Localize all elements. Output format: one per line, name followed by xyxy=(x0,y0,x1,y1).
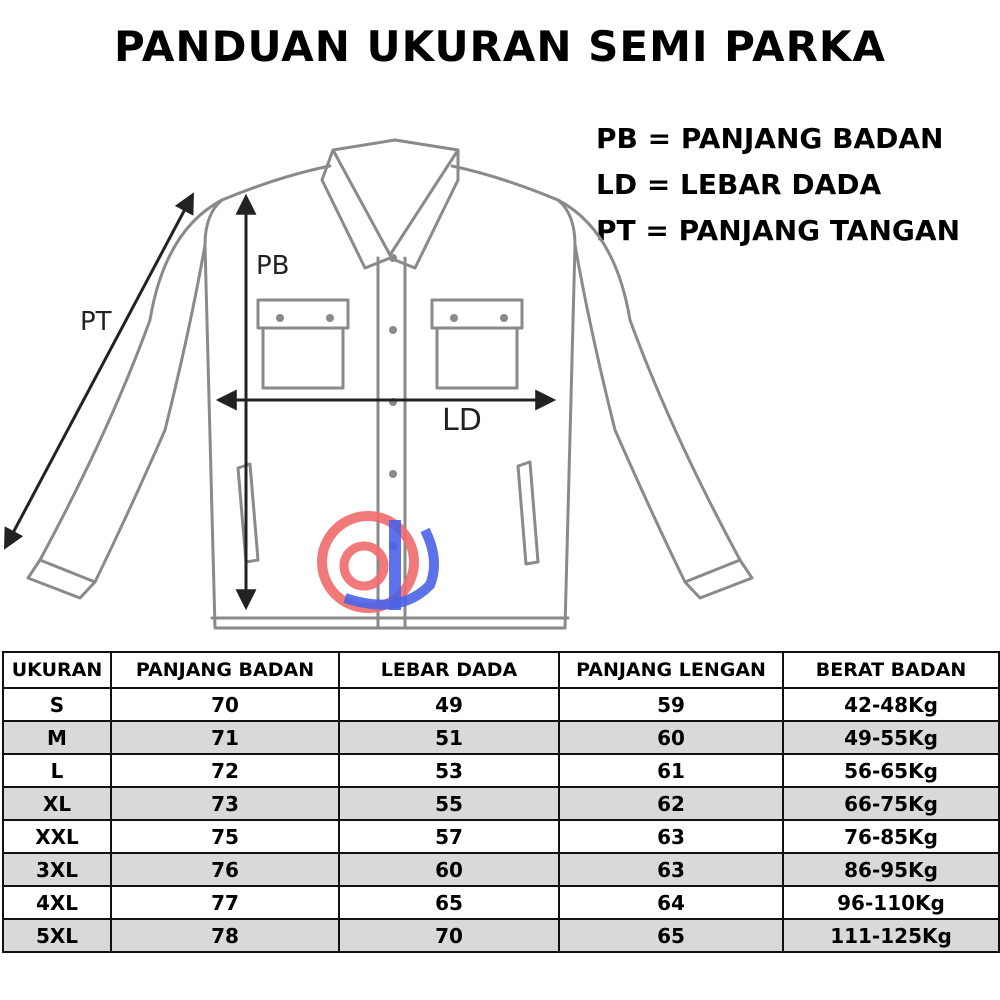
legend-item-pb: PB = PANJANG BADAN xyxy=(596,122,944,155)
size-cell: L xyxy=(3,754,111,787)
sleeve-length-cell: 63 xyxy=(559,853,783,886)
body-weight-cell: 42-48Kg xyxy=(783,688,999,721)
body-weight-cell: 66-75Kg xyxy=(783,787,999,820)
pb-label: PB xyxy=(256,251,290,281)
sleeve-length-header: PANJANG LENGAN xyxy=(559,652,783,688)
table-row xyxy=(3,754,999,787)
table-row xyxy=(3,787,999,820)
size-chart-table xyxy=(2,651,1000,953)
jacket-buttons xyxy=(276,254,508,550)
size-cell: M xyxy=(3,721,111,754)
table-header-row xyxy=(3,652,999,688)
chest-width-cell: 53 xyxy=(339,754,559,787)
chest-width-header: LEBAR DADA xyxy=(339,652,559,688)
body-weight-cell: 49-55Kg xyxy=(783,721,999,754)
sleeve-length-cell: 61 xyxy=(559,754,783,787)
size-cell: S xyxy=(3,688,111,721)
chest-width-cell: 49 xyxy=(339,688,559,721)
body-length-cell: 72 xyxy=(111,754,339,787)
page-title: PANDUAN UKURAN SEMI PARKA xyxy=(114,22,886,71)
table-row xyxy=(3,820,999,853)
body-weight-cell: 86-95Kg xyxy=(783,853,999,886)
size-cell: 3XL xyxy=(3,853,111,886)
chest-width-cell: 65 xyxy=(339,886,559,919)
body-weight-cell: 96-110Kg xyxy=(783,886,999,919)
jacket-diagram xyxy=(0,120,1000,640)
chest-width-cell: 51 xyxy=(339,721,559,754)
size-cell: 4XL xyxy=(3,886,111,919)
body-length-cell: 75 xyxy=(111,820,339,853)
table-body xyxy=(3,688,999,952)
size-cell: 5XL xyxy=(3,919,111,952)
body-length-cell: 73 xyxy=(111,787,339,820)
legend-item-pt: PT = PANJANG TANGAN xyxy=(596,214,960,247)
chest-width-cell: 60 xyxy=(339,853,559,886)
body-length-header: PANJANG BADAN xyxy=(111,652,339,688)
legend-item-ld: LD = LEBAR DADA xyxy=(596,168,882,201)
sleeve-length-cell: 64 xyxy=(559,886,783,919)
ld-label: LD xyxy=(442,403,482,438)
body-weight-header: BERAT BADAN xyxy=(783,652,999,688)
pt-arrow xyxy=(6,196,192,546)
pt-label: PT xyxy=(80,307,112,337)
body-length-cell: 77 xyxy=(111,886,339,919)
table-row xyxy=(3,688,999,721)
size-cell: XL xyxy=(3,787,111,820)
sleeve-length-cell: 62 xyxy=(559,787,783,820)
body-weight-cell: 76-85Kg xyxy=(783,820,999,853)
size-cell: XXL xyxy=(3,820,111,853)
sleeve-length-cell: 59 xyxy=(559,688,783,721)
chest-width-cell: 55 xyxy=(339,787,559,820)
size-header: UKURAN xyxy=(3,652,111,688)
body-length-cell: 70 xyxy=(111,688,339,721)
body-weight-cell: 111-125Kg xyxy=(783,919,999,952)
chest-width-cell: 70 xyxy=(339,919,559,952)
table-row xyxy=(3,721,999,754)
table-row xyxy=(3,886,999,919)
sleeve-length-cell: 60 xyxy=(559,721,783,754)
table-row xyxy=(3,919,999,952)
body-length-cell: 76 xyxy=(111,853,339,886)
body-length-cell: 71 xyxy=(111,721,339,754)
sleeve-length-cell: 65 xyxy=(559,919,783,952)
body-length-cell: 78 xyxy=(111,919,339,952)
body-weight-cell: 56-65Kg xyxy=(783,754,999,787)
table-row xyxy=(3,853,999,886)
sleeve-length-cell: 63 xyxy=(559,820,783,853)
chest-width-cell: 57 xyxy=(339,820,559,853)
